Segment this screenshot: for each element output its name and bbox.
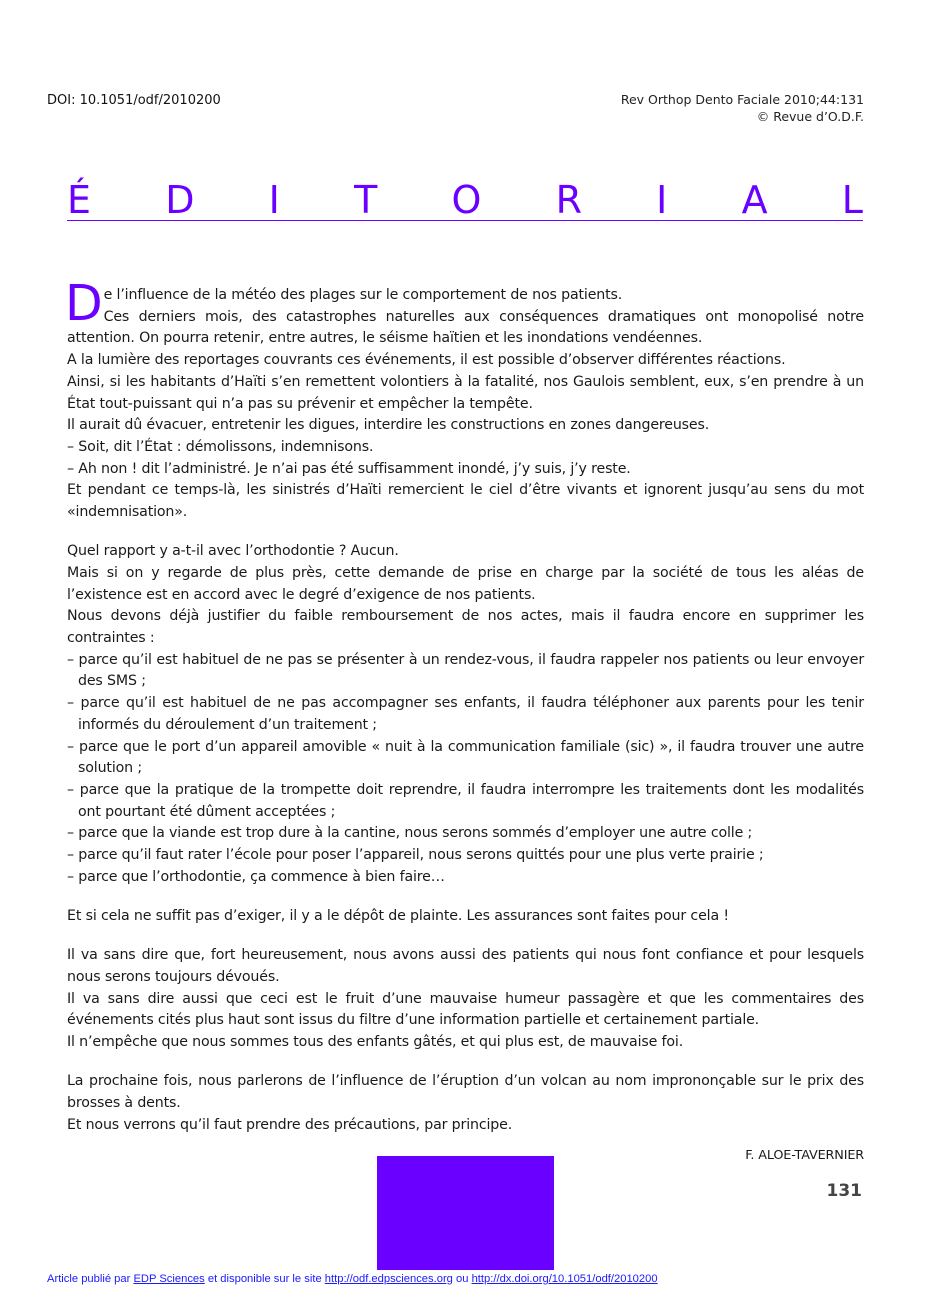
- list-item: – parce que l’orthodontie, ça commence à bien faire…: [67, 868, 445, 885]
- paragraph: Et si cela ne suffit pas d’exiger, il y a le dépôt de plainte. Les assurances sont faites pour cela !: [67, 907, 729, 924]
- section-title-letter: I: [268, 178, 280, 222]
- editorial-body: [67, 270, 864, 1167]
- title-text: e l’influence de la météo des plages sur le comportement de nos patients.: [103, 287, 623, 303]
- paragraph: Quel rapport y a-t-il avec l’orthodontie ? Aucun.: [67, 543, 399, 560]
- dialogue-line: – Ah non ! dit l’administré. Je n’ai pas été suffisamment inondé, j’y suis, j’y reste.: [67, 460, 631, 477]
- paragraph: Ainsi, si les habitants d’Haïti s’en remettent volontiers à la fatalité, nos Gaulois semblent, eux, s’en prendre à un État tout-puissant qui n’a pas su prévenir et empêcher la tempête.: [67, 373, 864, 412]
- list-item: – parce que la pratique de la trompette doit reprendre, il faudra interrompre les traitements dont les modalités ont pourtant été dûment acceptées ;: [67, 781, 864, 820]
- section-title-letter: A: [741, 178, 768, 222]
- section-title-letter: I: [656, 178, 668, 222]
- section-title-letter: D: [165, 178, 195, 222]
- list-item: – parce que le port d’un appareil amovible « nuit à la communication familiale (sic) », il faudra trouver une autre solution ;: [67, 738, 864, 777]
- footer-middle: et disponible sur le site: [204, 1273, 325, 1285]
- journal-reference: [621, 91, 864, 125]
- section-title-letter: O: [451, 178, 482, 222]
- footer-or: ou: [452, 1273, 472, 1285]
- site-link[interactable]: http://odf.edpsciences.org: [324, 1273, 453, 1285]
- section-title-letter: É: [67, 178, 92, 222]
- paragraph: La prochaine fois, nous parlerons de l’influence de l’éruption d’un volcan au nom imprononçable sur le prix des brosses à dents.: [67, 1073, 864, 1111]
- section-title-letter: L: [841, 178, 863, 222]
- constraints-list: [67, 650, 864, 889]
- list-item: – parce que la viande est trop dure à la cantine, nous serons sommés d’employer une autre colle ;: [67, 825, 753, 842]
- paragraph: Et nous verrons qu’il faut prendre des précautions, par principe.: [67, 1116, 513, 1133]
- dropcap: D: [65, 275, 103, 332]
- paragraph: Mais si on y regarde de plus près, cette demande de prise en charge par la société de tous les aléas de l’existence est en accord avec le degré d’exigence de nos patients.: [67, 564, 864, 603]
- copyright-notice: © Revue d’O.D.F.: [756, 109, 864, 124]
- decorative-block: [377, 1156, 554, 1270]
- section-title: [67, 180, 863, 221]
- section-title-letters: [67, 180, 863, 220]
- page-number: 131: [826, 1181, 862, 1201]
- publisher-link[interactable]: EDP Sciences: [133, 1273, 205, 1285]
- paragraph: Il n’empêche que nous sommes tous des enfants gâtés, et qui plus est, de mauvaise foi.: [67, 1034, 684, 1050]
- section-title-letter: T: [354, 178, 378, 222]
- footer-prefix: Article publié par: [47, 1273, 134, 1285]
- doi-link[interactable]: http://dx.doi.org/10.1051/odf/2010200: [471, 1273, 658, 1285]
- list-item: – parce qu’il est habituel de ne pas accompagner ses enfants, il faudra téléphoner aux parents pour les tenir informés du déroulement d’un traitement ;: [67, 695, 864, 733]
- paragraph: Il va sans dire que, fort heureusement, nous avons aussi des patients qui nous font confiance et pour lesquels nous serons toujours dévoués.: [67, 947, 864, 985]
- paragraph: Il va sans dire aussi que ceci est le fruit d’une mauvaise humeur passagère et que les commentaires des événements cités plus haut sont issus du filtre d’une information partielle et certainement partiale.: [67, 990, 864, 1029]
- journal-citation: Rev Orthop Dento Faciale 2010;44:131: [620, 92, 864, 107]
- list-item: – parce qu’il faut rater l’école pour poser l’appareil, nous serons quittés pour une plus verte prairie ;: [67, 847, 764, 864]
- list-item: – parce qu’il est habituel de ne pas se présenter à un rendez-vous, il faudra rappeler nos patients ou leur envoyer des SMS ;: [67, 651, 864, 690]
- dialogue-line: – Soit, dit l’État : démolissons, indemnisons.: [67, 438, 374, 455]
- paragraph: Et pendant ce temps-là, les sinistrés d’Haïti remercient le ciel d’être vivants et ignorent jusqu’au sens du mot «indemnisation».: [67, 482, 864, 521]
- doi-label: DOI: 10.1051/odf/2010200: [47, 93, 221, 108]
- paragraph: Il aurait dû évacuer, entretenir les digues, interdire les constructions en zones dangereuses.: [67, 417, 710, 434]
- footer-note: [47, 1273, 658, 1285]
- paragraph: Nous devons déjà justifier du faible remboursement de nos actes, mais il faudra encore en supprimer les contraintes :: [67, 608, 864, 647]
- paragraph: A la lumière des reportages couvrants ces événements, il est possible d’observer différentes réactions.: [67, 352, 786, 369]
- section-title-letter: R: [555, 178, 582, 222]
- author-signature: F. ALOE-TAVERNIER: [745, 1148, 864, 1164]
- paragraph: Ces derniers mois, des catastrophes naturelles aux conséquences dramatiques ont monopolisé notre attention. On pourra retenir, entre autres, le séisme haïtien et les inondations vendéennes.: [67, 308, 864, 347]
